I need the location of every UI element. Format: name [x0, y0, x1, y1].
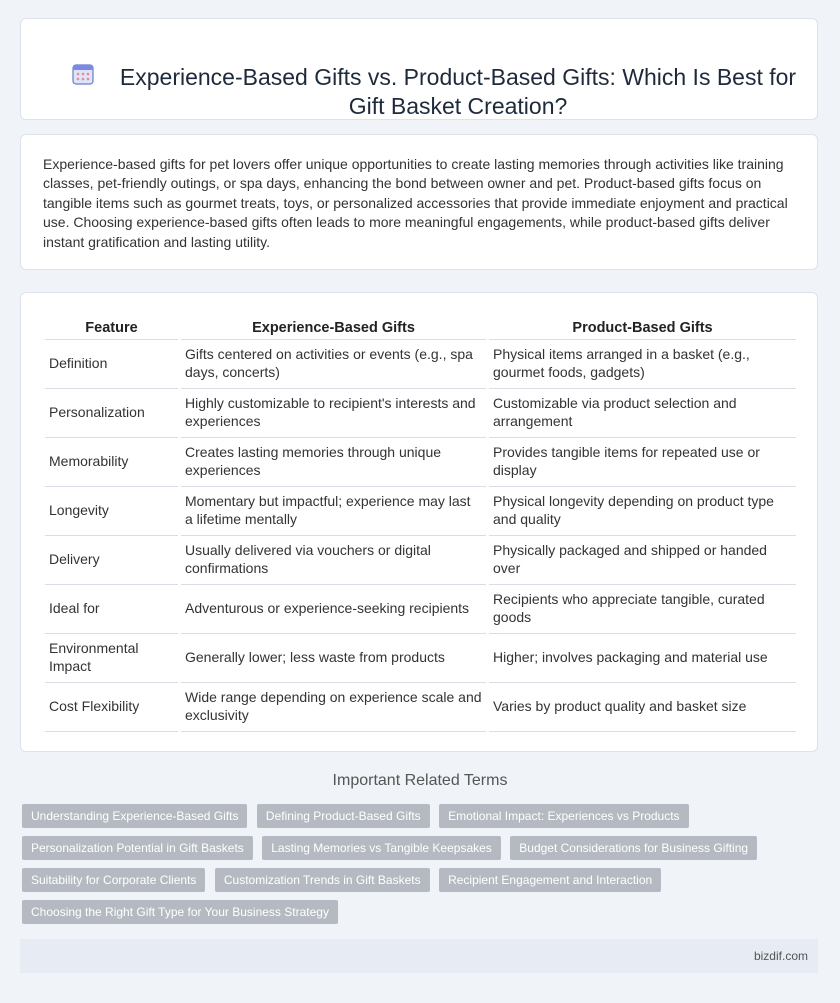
- footer: [20, 939, 818, 973]
- header-card: [20, 18, 818, 120]
- table-header-row: [45, 315, 796, 339]
- experience-cell: Creates lasting memories through unique experiences: [181, 437, 486, 486]
- related-term-tag[interactable]: Choosing the Right Gift Type for Your Business Strategy: [22, 900, 338, 924]
- related-terms-list: [22, 804, 812, 932]
- experience-cell: Highly customizable to recipient's interests and experiences: [181, 388, 486, 437]
- experience-cell: Momentary but impactful; experience may last a lifetime mentally: [181, 486, 486, 535]
- column-header-product: Product-Based Gifts: [572, 320, 713, 336]
- table-row: [45, 486, 796, 535]
- feature-cell: Delivery: [45, 535, 178, 584]
- product-cell: Physical longevity depending on product type and quality: [489, 486, 796, 535]
- table-row: [45, 584, 796, 633]
- related-term-tag[interactable]: Emotional Impact: Experiences vs Products: [439, 804, 688, 828]
- feature-cell: Environmental Impact: [45, 633, 178, 682]
- related-term-tag[interactable]: Recipient Engagement and Interaction: [439, 868, 661, 892]
- related-term-tag[interactable]: Personalization Potential in Gift Baskets: [22, 836, 253, 860]
- product-cell: Higher; involves packaging and material use: [489, 633, 796, 682]
- table-row: [45, 535, 796, 584]
- experience-cell: Adventurous or experience-seeking recipients: [181, 584, 486, 633]
- table-row: [45, 388, 796, 437]
- feature-cell: Ideal for: [45, 584, 178, 633]
- table-row: [45, 339, 796, 388]
- experience-cell: Usually delivered via vouchers or digital confirmations: [181, 535, 486, 584]
- calendar-icon: [71, 62, 95, 86]
- product-cell: Physically packaged and shipped or handed over: [489, 535, 796, 584]
- column-header-feature: Feature: [85, 320, 138, 336]
- experience-cell: Generally lower; less waste from products: [181, 633, 486, 682]
- feature-cell: Personalization: [45, 388, 178, 437]
- related-term-tag[interactable]: Suitability for Corporate Clients: [22, 868, 205, 892]
- intro-card: [20, 134, 818, 270]
- experience-cell: Wide range depending on experience scale and exclusivity: [181, 682, 486, 732]
- related-term-tag[interactable]: Understanding Experience-Based Gifts: [22, 804, 247, 828]
- product-cell: Physical items arranged in a basket (e.g., gourmet foods, gadgets): [489, 339, 796, 388]
- related-term-tag[interactable]: Lasting Memories vs Tangible Keepsakes: [262, 836, 501, 860]
- product-cell: Customizable via product selection and arrangement: [489, 388, 796, 437]
- site-link[interactable]: bizdif.com: [753, 949, 808, 963]
- experience-cell: Gifts centered on activities or events (e.g., spa days, concerts): [181, 339, 486, 388]
- product-cell: Provides tangible items for repeated use or display: [489, 437, 796, 486]
- page-title: Experience-Based Gifts vs. Product-Based Gifts: Which Is Best for Gift Basket Creation?: [119, 64, 797, 119]
- table-row: [45, 633, 796, 682]
- comparison-table: [42, 315, 799, 732]
- feature-cell: Cost Flexibility: [45, 682, 178, 732]
- feature-cell: Memorability: [45, 437, 178, 486]
- related-term-tag[interactable]: Customization Trends in Gift Baskets: [215, 868, 430, 892]
- comparison-table-card: [20, 292, 818, 752]
- related-term-tag[interactable]: Budget Considerations for Business Gifting: [510, 836, 757, 860]
- product-cell: Recipients who appreciate tangible, curated goods: [489, 584, 796, 633]
- table-row: [45, 682, 796, 732]
- feature-cell: Longevity: [45, 486, 178, 535]
- column-header-experience: Experience-Based Gifts: [252, 320, 415, 336]
- related-term-tag[interactable]: Defining Product-Based Gifts: [257, 804, 430, 828]
- intro-paragraph: Experience-based gifts for pet lovers offer unique opportunities to create lasting memories through activities like training classes, pet-friendly outings, or spa days, enhancing the bond between owner and pet. Product-based gifts focus on tangible items such as gourmet treats, toys, or personalized accessories that provide immediate enjoyment and practical use. Choosing experience-based gifts often leads to more meaningful engagements, while product-based gifts deliver instant gratification and lasting utility.: [43, 156, 788, 250]
- table-row: [45, 437, 796, 486]
- related-terms-heading: Important Related Terms: [332, 772, 508, 789]
- product-cell: Varies by product quality and basket size: [489, 682, 796, 732]
- feature-cell: Definition: [45, 339, 178, 388]
